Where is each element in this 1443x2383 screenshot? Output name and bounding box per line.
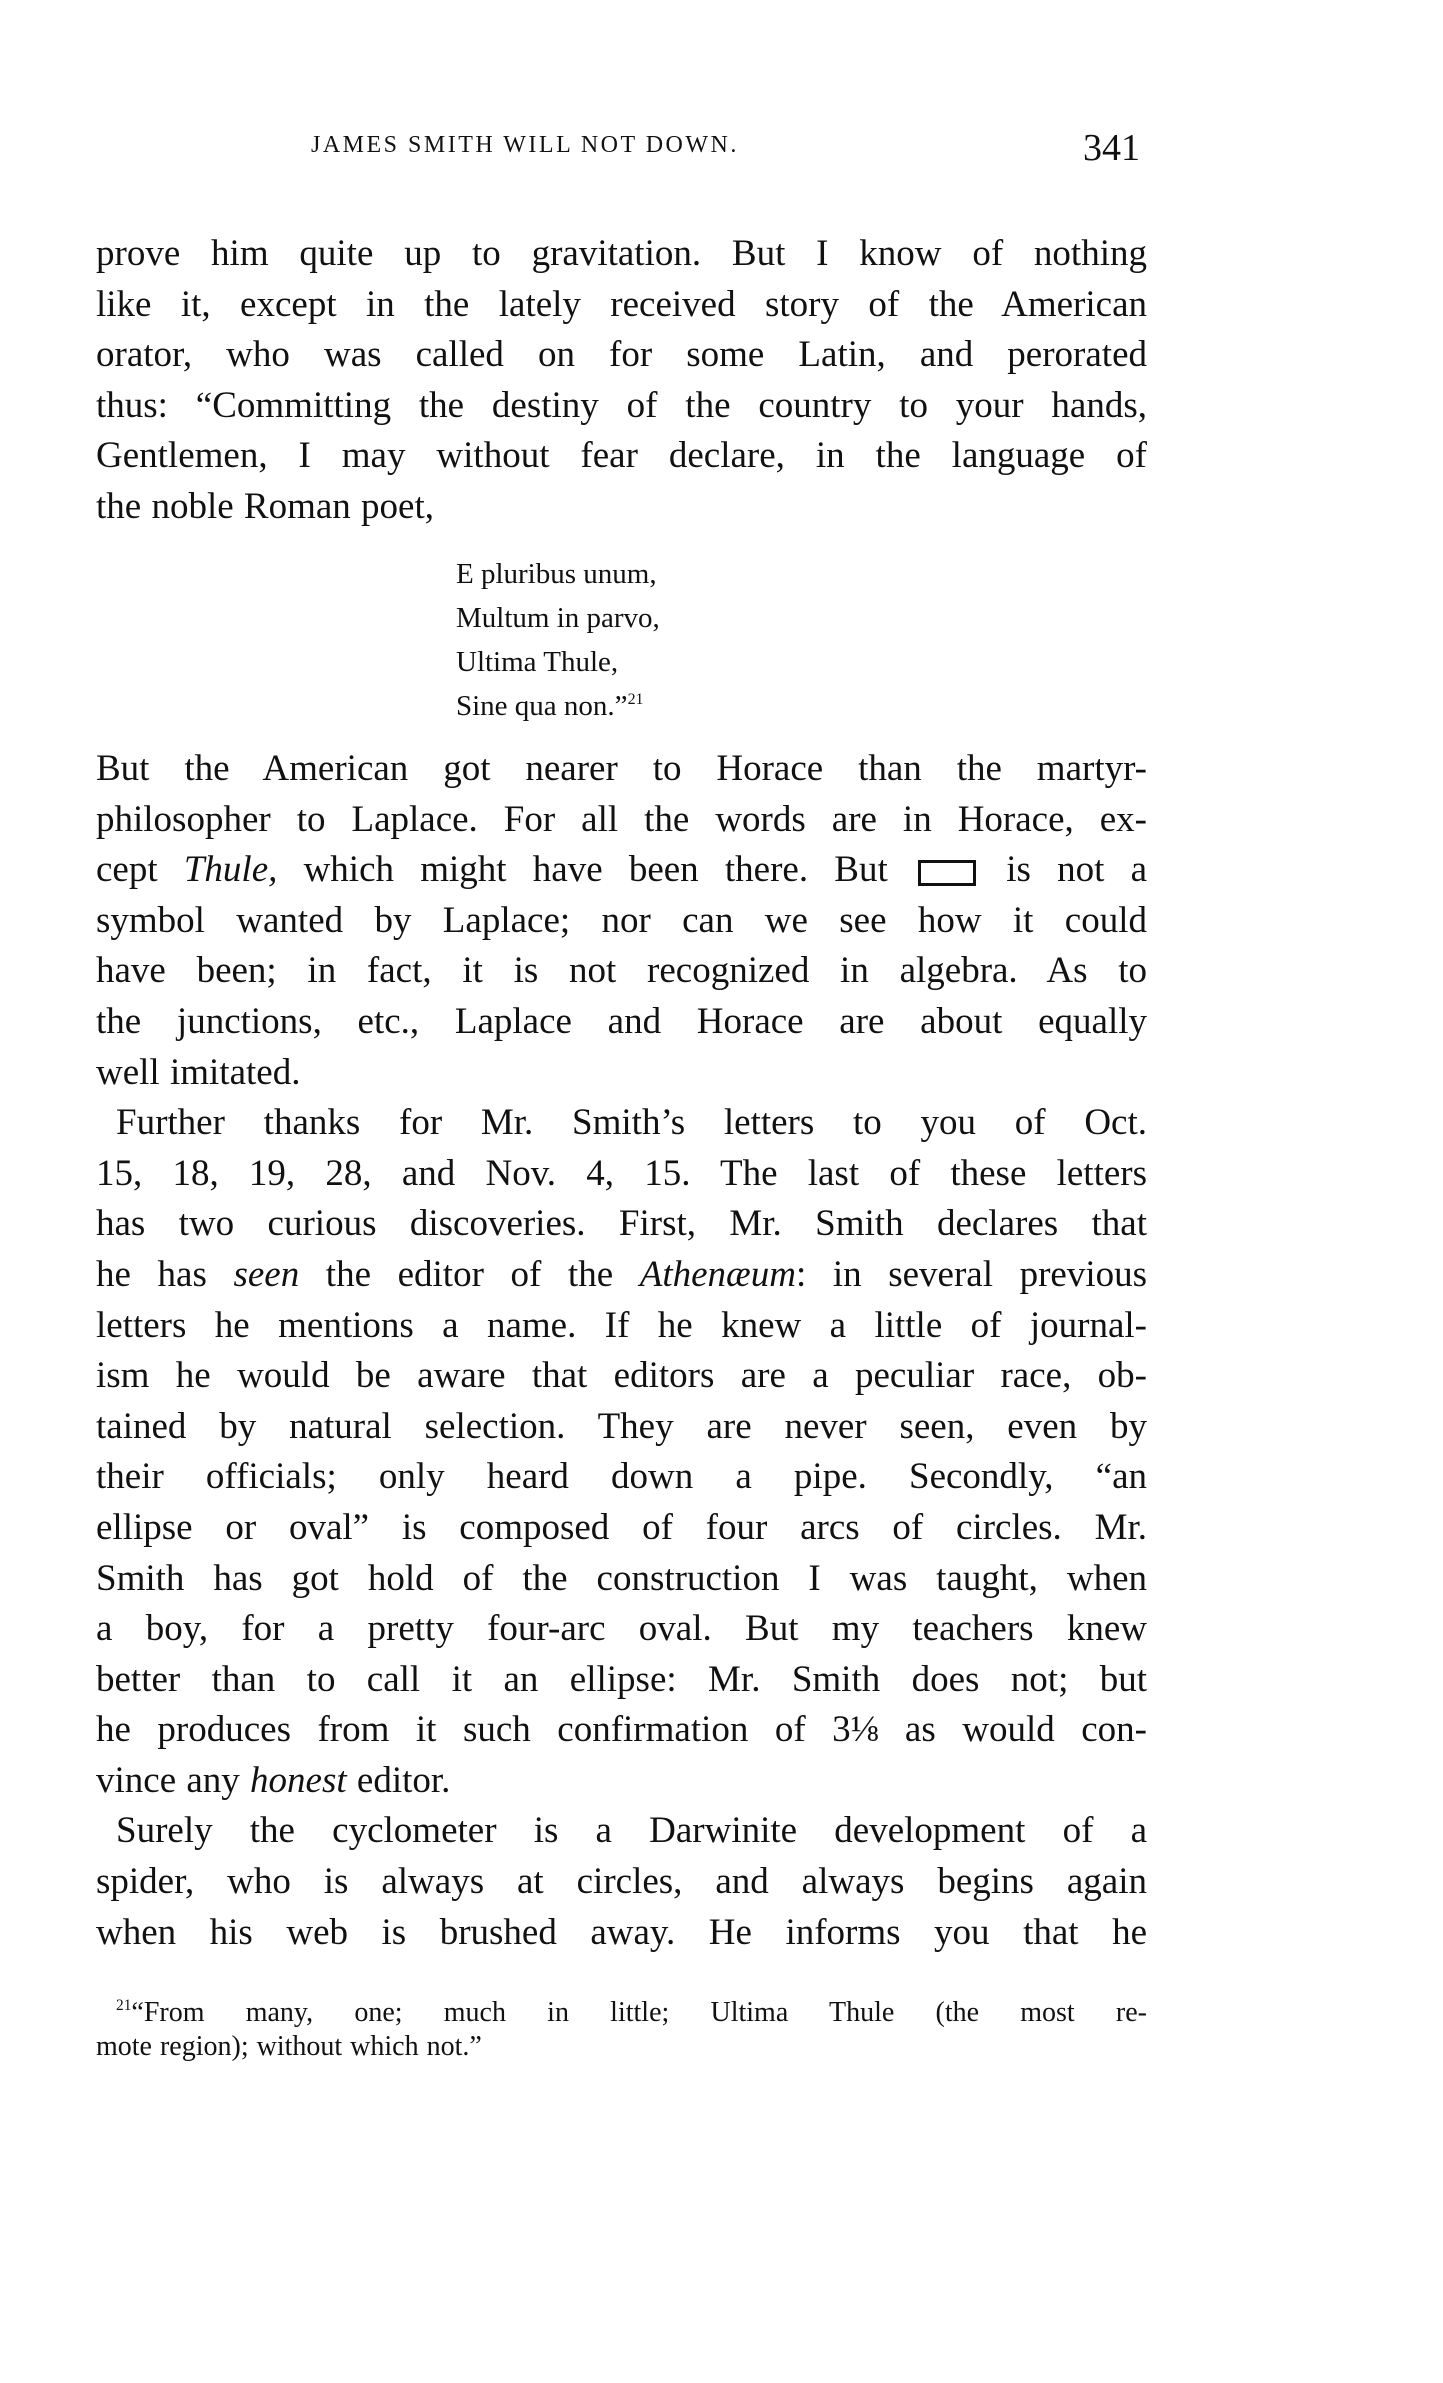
italic-text: seen: [233, 1253, 300, 1295]
text-segment: editor.: [346, 1759, 451, 1801]
text-segment: Further thanks for Mr. Smith’s letters to you of Oct.: [116, 1102, 1147, 1144]
text-segment: when his web is brushed away. He informs you that he: [96, 1911, 1147, 1953]
text-line: [96, 946, 1147, 997]
text-segment: like it, except in the lately received story of the American: [96, 283, 1147, 325]
text-line: [96, 1301, 1147, 1352]
text-line: [96, 381, 1147, 432]
footnote: [96, 1996, 1147, 2064]
text-line: [96, 795, 1147, 846]
text-line: [96, 1604, 1147, 1655]
text-segment: tained by natural selection. They are never seen, even by: [96, 1405, 1147, 1447]
text-segment: But the American got nearer to Horace than the martyr-: [96, 748, 1147, 789]
verse-quotation: [456, 552, 660, 728]
text-line: [96, 1048, 1147, 1099]
text-line: [96, 1908, 1147, 1959]
text-line: [96, 997, 1147, 1048]
text-segment: is not a: [979, 849, 1148, 891]
text-segment: orator, who was called on for some Latin, and perorated: [96, 334, 1147, 376]
text-line: [96, 1149, 1147, 1200]
text-segment: the junctions, etc., Laplace and Horace are about equally: [96, 1000, 1147, 1042]
text-segment: 15, 18, 19, 28, and Nov. 4, 15. The last of these letters: [96, 1152, 1147, 1194]
footnote-reference: 21: [627, 690, 644, 708]
text-line: [96, 229, 1147, 280]
footnote-line: “From many, one; much in little; Ultima Thule (the most re-: [131, 1997, 1147, 2028]
text-line: [96, 1351, 1147, 1402]
footnote-line: mote region); without which not.”: [96, 2031, 482, 2062]
italic-text: Thule,: [183, 849, 278, 891]
text-segment: better than to call it an ellipse: Mr. Smith does not; but: [96, 1658, 1147, 1700]
text-segment: their officials; only heard down a pipe. Secondly, “an: [96, 1456, 1147, 1498]
verse-line: Ultima Thule,: [456, 646, 619, 678]
text-line: [96, 1503, 1147, 1554]
text-segment: thus: “Committing the destiny of the country to your hands,: [96, 384, 1147, 426]
text-segment: the noble Roman poet,: [96, 485, 434, 527]
italic-text: honest: [250, 1759, 347, 1801]
verse-line: E pluribus unum,: [456, 558, 657, 590]
text-line: [96, 1250, 1147, 1301]
verse-line: Multum in parvo,: [456, 602, 660, 634]
text-segment: : in several previous: [795, 1253, 1148, 1295]
text-segment: which might have been there. But: [277, 849, 914, 891]
footnote-marker: 21: [116, 1997, 132, 2015]
text-line: [96, 1098, 1147, 1149]
text-line: [96, 1554, 1147, 1605]
text-line: [96, 280, 1147, 331]
text-segment: Surely the cyclometer is a Darwinite development of a: [116, 1810, 1147, 1852]
text-segment: vince any: [96, 1759, 251, 1801]
italic-text: Athenæum: [639, 1253, 796, 1295]
text-line: [96, 431, 1147, 482]
text-segment: spider, who is always at circles, and always begins again: [96, 1861, 1147, 1903]
running-header-title: JAMES SMITH WILL NOT DOWN.: [311, 132, 739, 158]
page-number: 341: [1083, 127, 1140, 169]
text-segment: letters he mentions a name. If he knew a little of journal-: [96, 1304, 1147, 1346]
text-line: [96, 896, 1147, 947]
text-line: [96, 744, 1147, 795]
text-line: [96, 1199, 1147, 1250]
text-segment: symbol wanted by Laplace; nor can we see how it could: [96, 899, 1147, 941]
text-line: [96, 1705, 1147, 1756]
text-line: [96, 330, 1147, 381]
text-segment: a boy, for a pretty four-arc oval. But my teachers knew: [96, 1608, 1147, 1650]
text-segment: Smith has got hold of the construction I was taught, when: [96, 1557, 1147, 1599]
text-segment: have been; in fact, it is not recognized in algebra. As to: [96, 950, 1147, 992]
body-text: [96, 744, 1147, 1958]
text-line: [96, 1857, 1147, 1908]
paragraph-1: [96, 229, 1147, 533]
text-segment: well imitated.: [96, 1051, 301, 1093]
verse-line: [456, 684, 660, 728]
text-segment: ism he would be aware that editors are a peculiar race, ob-: [96, 1355, 1147, 1397]
text-line: [96, 1655, 1147, 1706]
text-segment: the editor of the: [299, 1253, 640, 1295]
text-line: [96, 845, 1147, 896]
text-segment: cept: [96, 849, 184, 891]
text-segment: Gentlemen, I may without fear declare, in the language of: [96, 435, 1147, 477]
text-line: [96, 1402, 1147, 1453]
text-line: [96, 482, 1147, 533]
verse-line-text: Sine qua non.”: [456, 690, 628, 722]
box-symbol-icon: [918, 860, 976, 886]
text-line: [96, 1806, 1147, 1857]
text-segment: philosopher to Laplace. For all the words are in Horace, ex-: [96, 798, 1147, 840]
text-segment: prove him quite up to gravitation. But I know of nothing: [96, 233, 1147, 274]
text-line: [96, 1452, 1147, 1503]
text-segment: ellipse or oval” is composed of four arcs of circles. Mr.: [96, 1506, 1147, 1548]
text-segment: he produces from it such confirmation of 3⅛ as would con-: [96, 1709, 1147, 1751]
text-segment: he has: [96, 1253, 234, 1295]
text-segment: has two curious discoveries. First, Mr. Smith declares that: [96, 1203, 1147, 1245]
text-line: [96, 1756, 1147, 1807]
